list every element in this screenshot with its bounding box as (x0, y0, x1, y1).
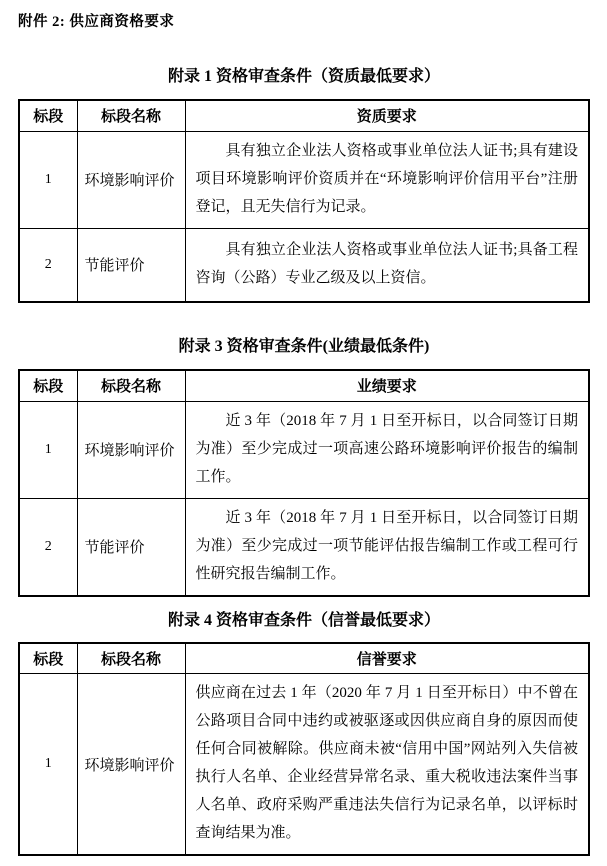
table-row (19, 131, 589, 228)
cell-requirement (185, 131, 589, 228)
requirement-text: 具有独立企业法人资格或事业单位法人证书;具有建设项目环境影响评价资质并在“环境影响评价信用平台”注册登记，且无失信行为记录。 (195, 142, 578, 215)
document-title: 附件 2: 供应商资格要求 (18, 14, 175, 30)
cell-requirement (185, 401, 589, 498)
cell-section-name: 节能评价 (77, 228, 185, 302)
column-header-section: 标段 (19, 643, 77, 674)
cell-section-no: 1 (19, 674, 77, 856)
table-header-row (19, 370, 589, 401)
requirement-text: 近 3 年（2018 年 7 月 1 日至开标日，以合同签订日期为准）至少完成过一项节能评估报告编制工作或工程可行性研究报告编制工作。 (195, 509, 578, 582)
column-header-section: 标段 (19, 370, 77, 401)
cell-section-name: 环境影响评价 (77, 401, 185, 498)
table-row (19, 498, 589, 596)
cell-section-name: 节能评价 (77, 498, 185, 596)
requirement-text: 近 3 年（2018 年 7 月 1 日至开标日，以合同签订日期为准）至少完成过一项高速公路环境影响评价报告的编制工作。 (195, 412, 578, 485)
column-header-section-name: 标段名称 (77, 100, 185, 131)
cell-section-no: 1 (19, 131, 77, 228)
performance-requirements-table (18, 369, 590, 597)
column-header-reputation: 信誉要求 (185, 643, 589, 674)
column-header-section-name: 标段名称 (77, 370, 185, 401)
section-2-heading: 附录 3 资格审查条件(业绩最低条件) (178, 338, 430, 355)
cell-section-name: 环境影响评价 (77, 674, 185, 856)
cell-requirement (185, 498, 589, 596)
column-header-qualification: 资质要求 (185, 100, 589, 131)
cell-requirement (185, 674, 589, 856)
cell-section-no: 2 (19, 228, 77, 302)
table-row (19, 401, 589, 498)
cell-section-no: 2 (19, 498, 77, 596)
cell-section-name: 环境影响评价 (77, 131, 185, 228)
requirement-text: 供应商在过去 1 年（2020 年 7 月 1 日至开标日）中不曾在公路项目合同中违约或被驱逐或因供应商自身的原因而使任何合同被解除。供应商未被“信用中国”网站列入失信被执行人名单、企业经营异常名录、重大税收违法案件当事人名单、政府采购严重违法失信行为记录名单，以评标时查询结果为准。 (195, 685, 578, 841)
table-row (19, 228, 589, 302)
table-header-row (19, 643, 589, 674)
reputation-requirements-table (18, 642, 590, 857)
cell-requirement (185, 228, 589, 302)
section-3-heading: 附录 4 资格审查条件（信誉最低要求） (167, 611, 440, 629)
column-header-section-name: 标段名称 (77, 643, 185, 674)
column-header-section: 标段 (19, 100, 77, 131)
table-row (19, 674, 589, 856)
requirement-text: 具有独立企业法人资格或事业单位法人证书;具备工程咨询（公路）专业乙级及以上资信。 (195, 241, 578, 286)
table-header-row (19, 100, 589, 131)
section-1-heading: 附录 1 资格审查条件（资质最低要求） (167, 68, 440, 85)
qualification-requirements-table (18, 99, 590, 303)
column-header-performance: 业绩要求 (185, 370, 589, 401)
cell-section-no: 1 (19, 401, 77, 498)
